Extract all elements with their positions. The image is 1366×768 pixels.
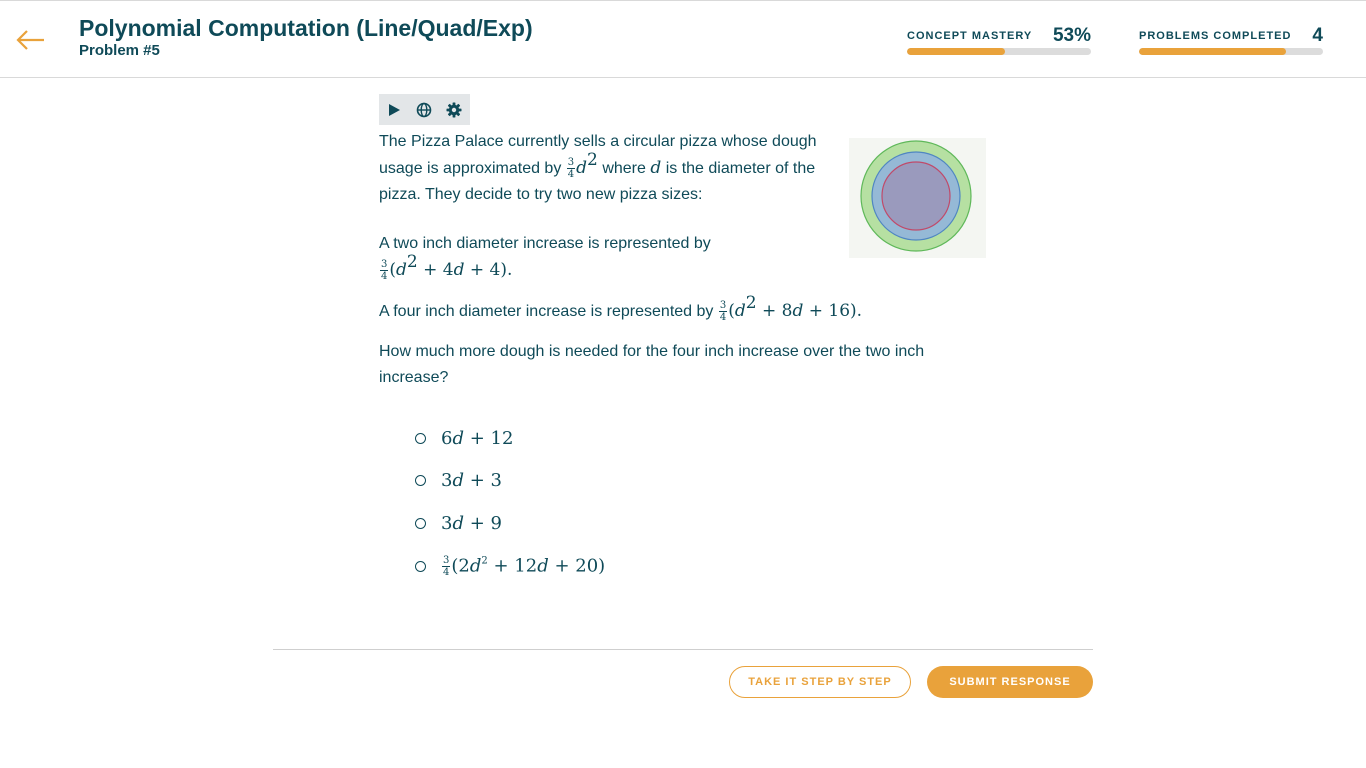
problems-completed-value: 4 <box>1312 25 1323 46</box>
play-icon[interactable] <box>379 94 409 125</box>
problem-number: Problem #5 <box>79 42 160 59</box>
gear-icon[interactable] <box>439 94 469 125</box>
footer-divider <box>273 649 1093 650</box>
fraction-three-quarters: $\frac{3}{4}$ <box>719 300 727 324</box>
problems-completed <box>1139 25 1323 59</box>
submit-response-button[interactable]: SUBMIT RESPONSE <box>927 666 1093 698</box>
pizza-sizes-figure <box>849 138 986 258</box>
concept-mastery-fill <box>907 48 1005 55</box>
answer-option-3[interactable] <box>414 508 502 538</box>
concept-mastery-bar <box>907 48 1091 55</box>
problem-question: How much more dough is needed for the four inch increase over the two inch increase? <box>379 343 925 386</box>
fraction-three-quarters: $\frac{3}{4}$ <box>381 259 388 283</box>
two-inch-text: A two inch diameter increase is represented by <box>379 235 711 252</box>
answer-option-4[interactable] <box>414 551 605 581</box>
radio-button[interactable] <box>415 433 426 444</box>
page-title: Polynomial Computation (Line/Quad/Exp) <box>79 15 533 41</box>
globe-icon[interactable] <box>409 94 439 125</box>
back-arrow-icon[interactable] <box>14 27 48 53</box>
concept-mastery <box>907 25 1091 59</box>
radio-button[interactable] <box>415 518 426 529</box>
option-expression: 3d + 9 <box>441 512 502 534</box>
option-expression: $\frac{3}{4}$ $(2d^2 + 12d + 20)$ <box>443 554 606 578</box>
problems-completed-fill <box>1139 48 1286 55</box>
problem-intro-text-b: where <box>602 160 646 177</box>
problem-toolbar <box>379 94 470 125</box>
problem-intro-text-c: is the diameter of the pizza. They decide to try two new pizza sizes: <box>379 160 816 203</box>
concept-mastery-value: 53% <box>1052 25 1091 46</box>
problems-completed-bar <box>1139 48 1323 55</box>
concept-mastery-label: CONCEPT MASTERY <box>907 30 1033 42</box>
option-expression: 3d + 3 <box>441 469 502 491</box>
radio-button[interactable] <box>415 561 426 572</box>
problems-completed-label: PROBLEMS COMPLETED <box>1139 30 1292 42</box>
top-header <box>0 0 1366 78</box>
four-inch-statement: A four inch diameter increase is represented by $\frac{3}{4}$ $(d^2 + 8d + 16)$. <box>379 293 863 324</box>
step-by-step-button[interactable]: TAKE IT STEP BY STEP <box>729 666 911 698</box>
two-inch-statement: A two inch diameter increase is represented by $\frac{3}{4}$ $(d^2 + 4d + 4)$. <box>379 235 711 283</box>
option-expression: 6d + 12 <box>441 427 514 449</box>
problem-intro: The Pizza Palace currently sells a circular pizza whose dough usage is approximated by $\frac{3}{4}$ $d^2$ where d is the diameter of the pizza. They decide to try two new pizza sizes: <box>379 133 817 203</box>
radio-button[interactable] <box>415 475 426 486</box>
four-inch-text: A four inch diameter increase is represented by <box>379 303 714 320</box>
fraction-three-quarters: $\frac{3}{4}$ <box>567 157 575 181</box>
problem-intro-text-a: The Pizza Palace currently sells a circular pizza whose dough usage is approximated by <box>379 133 817 177</box>
answer-option-2[interactable] <box>414 465 502 495</box>
answer-option-1[interactable] <box>414 423 513 453</box>
